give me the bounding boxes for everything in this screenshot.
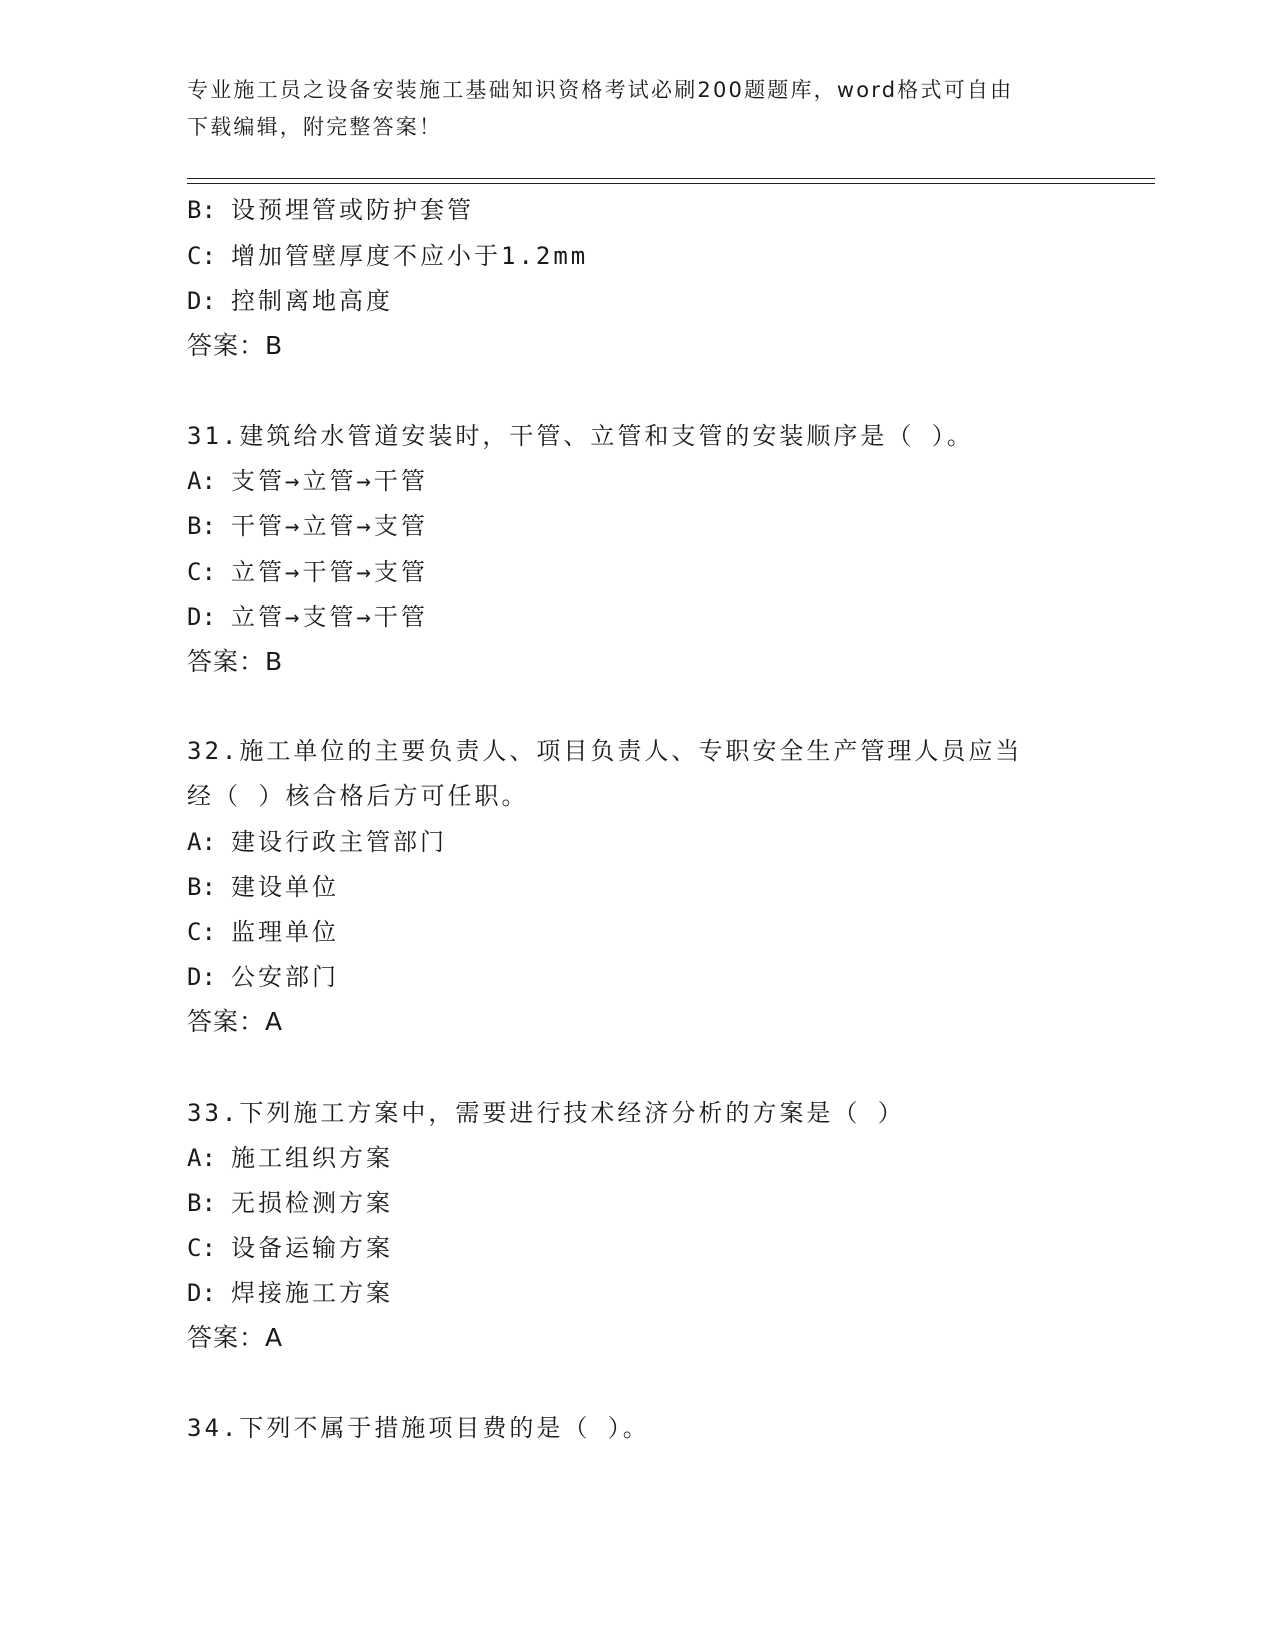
header-line-2: 下载编辑，附完整答案！ (187, 115, 443, 139)
option-a: A: 建设行政主管部门 (187, 828, 447, 856)
document-header (187, 72, 1067, 146)
option-c: C: 立管→干管→支管 (187, 558, 428, 586)
question-33-stem: 33.下列施工方案中，需要进行技术经济分析的方案是（ ） (187, 1099, 905, 1127)
header-divider-top (187, 178, 1155, 179)
option-a: A: 施工组织方案 (187, 1144, 393, 1172)
option-d: D: 焊接施工方案 (187, 1279, 393, 1307)
option-d: D: 立管→支管→干管 (187, 603, 428, 631)
option-a: A: 支管→立管→干管 (187, 467, 428, 495)
header-divider-bottom (187, 183, 1155, 184)
question-34-stem: 34.下列不属于措施项目费的是（ ）。 (187, 1414, 650, 1442)
header-line-1: 专业施工员之设备安装施工基础知识资格考试必刷200题题库，word格式可自由 (187, 78, 1014, 102)
option-c: C: 增加管壁厚度不应小于1.2mm (187, 242, 589, 270)
option-b: B: 设预埋管或防护套管 (187, 196, 474, 224)
option-c: C: 设备运输方案 (187, 1234, 393, 1262)
question-31-stem: 31.建筑给水管道安装时，干管、立管和支管的安装顺序是（ ）。 (187, 422, 974, 450)
answer: 答案：A (187, 1323, 284, 1352)
answer: 答案：A (187, 1007, 284, 1036)
option-b: B: 建设单位 (187, 873, 339, 901)
option-c: C: 监理单位 (187, 918, 339, 946)
question-32-stem-line-2: 经（ ）核合格后方可任职。 (187, 782, 529, 810)
option-d: D: 控制离地高度 (187, 287, 393, 315)
option-d: D: 公安部门 (187, 963, 339, 991)
answer: 答案：B (187, 331, 284, 360)
option-b: B: 干管→立管→支管 (187, 512, 428, 540)
option-b: B: 无损检测方案 (187, 1189, 393, 1217)
answer: 答案：B (187, 647, 284, 676)
question-32-stem-line-1: 32.施工单位的主要负责人、项目负责人、专职安全生产管理人员应当 (187, 737, 1023, 765)
